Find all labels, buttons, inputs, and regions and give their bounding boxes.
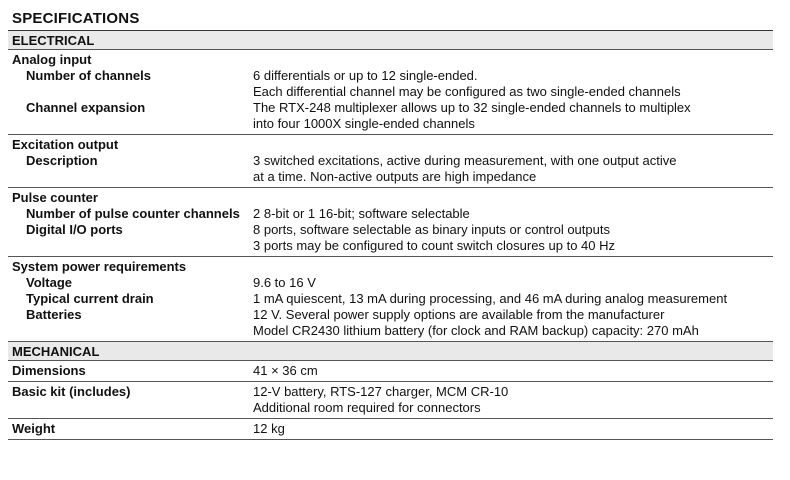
spec-row: [8, 68, 773, 100]
spec-label: Dimensions: [12, 363, 86, 378]
group-analog-input: [8, 50, 773, 135]
spec-value: [253, 68, 773, 100]
spec-value: [253, 206, 773, 222]
group-title: Excitation output: [12, 137, 119, 152]
spec-row: [8, 153, 773, 185]
spec-label: Typical current drain: [26, 291, 154, 306]
spec-label: Channel expansion: [26, 100, 146, 115]
value-line: 1 mA quiescent, 13 mA during processing, and 46 mA during analog measurement: [253, 291, 728, 306]
spec-label: Number of pulse counter channels: [26, 206, 240, 221]
value-line: 41 × 36 cm: [253, 363, 318, 378]
group-title: Analog input: [12, 52, 92, 67]
value-line: Each differential channel may be configured as two single-ended channels: [253, 84, 681, 99]
spec-row: [8, 206, 773, 222]
group-title: System power requirements: [12, 259, 187, 274]
page-title: SPECIFICATIONS: [8, 10, 773, 31]
value-line: The RTX-248 multiplexer allows up to 32 single-ended channels to multiplex: [253, 100, 691, 115]
value-line: 2 8-bit or 1 16-bit; software selectable: [253, 206, 470, 221]
section-electrical-heading: ELECTRICAL: [8, 31, 773, 50]
spec-value: [253, 384, 773, 416]
value-line: 9.6 to 16 V: [253, 275, 316, 290]
spec-label: Digital I/O ports: [26, 222, 123, 237]
spec-value: [253, 100, 773, 132]
spec-value: [253, 153, 773, 185]
spec-value: [253, 222, 773, 254]
specifications-table: [8, 10, 773, 440]
value-line: into four 1000X single-ended channels: [253, 116, 475, 131]
spec-value: [253, 291, 773, 307]
spec-row: [8, 100, 773, 132]
value-line: 12 kg: [253, 421, 285, 436]
spec-label: Basic kit (includes): [12, 384, 131, 399]
value-line: 12-V battery, RTS-127 charger, MCM CR-10: [253, 384, 509, 399]
spec-value: [253, 363, 773, 379]
spec-row: [8, 275, 773, 291]
spec-row: [8, 307, 773, 339]
spec-value: [253, 275, 773, 291]
value-line: 8 ports, software selectable as binary inputs or control outputs: [253, 222, 610, 237]
mech-row-weight: [8, 419, 773, 440]
value-line: 12 V. Several power supply options are available from the manufacturer: [253, 307, 665, 322]
spec-row: [8, 222, 773, 254]
mech-row-basic-kit: [8, 382, 773, 419]
group-excitation-output: [8, 135, 773, 188]
spec-value: [253, 421, 773, 437]
spec-row: [8, 363, 773, 379]
group-system-power: [8, 257, 773, 342]
spec-label: Weight: [12, 421, 56, 436]
value-line: at a time. Non-active outputs are high impedance: [253, 169, 537, 184]
spec-row: [8, 291, 773, 307]
group-pulse-counter: [8, 188, 773, 257]
spec-label: Number of channels: [26, 68, 151, 83]
value-line: 3 switched excitations, active during measurement, with one output active: [253, 153, 677, 168]
spec-row: [8, 384, 773, 416]
section-mechanical-heading: MECHANICAL: [8, 342, 773, 361]
spec-value: [253, 307, 773, 339]
spec-label: Description: [26, 153, 98, 168]
mech-row-dimensions: [8, 361, 773, 382]
value-line: Model CR2430 lithium battery (for clock and RAM backup) capacity: 270 mAh: [253, 323, 699, 338]
spec-label: Voltage: [26, 275, 72, 290]
value-line: 6 differentials or up to 12 single-ended.: [253, 68, 478, 83]
value-line: Additional room required for connectors: [253, 400, 481, 415]
value-line: 3 ports may be configured to count switch closures up to 40 Hz: [253, 238, 616, 253]
spec-label: Batteries: [26, 307, 82, 322]
spec-row: [8, 421, 773, 437]
group-title: Pulse counter: [12, 190, 98, 205]
